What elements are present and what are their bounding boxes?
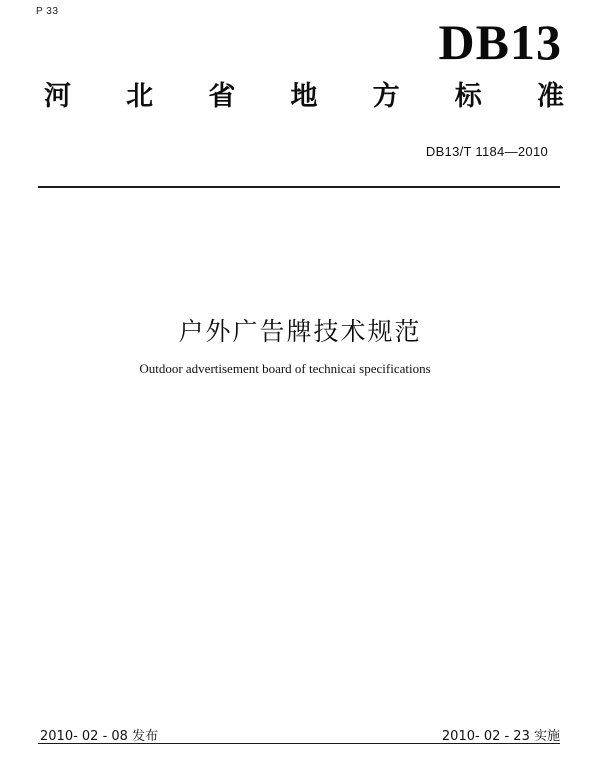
header-divider [38, 186, 560, 188]
footer-divider [38, 743, 560, 744]
standard-code-logo: DB13 [438, 14, 562, 70]
authority-char: 标 [454, 81, 482, 112]
issuing-authority [44, 80, 564, 114]
authority-char: 方 [372, 81, 400, 112]
authority-char: 河 [44, 81, 71, 112]
authority-char: 省 [208, 81, 236, 112]
standard-number: DB13/T 1184—2010 [425, 144, 548, 159]
classification-code: P 33 [36, 6, 59, 17]
issue-date: 2010- 02 - 08 发布 [40, 729, 159, 744]
document-title-chinese: 户外广告牌技术规范 [178, 317, 422, 346]
authority-char: 地 [290, 81, 318, 112]
implementation-date: 2010- 02 - 23 实施 [441, 729, 560, 744]
document-title-english: Outdoor advertisement board of technicai specifications [139, 361, 431, 376]
authority-char: 准 [536, 81, 564, 112]
authority-char: 北 [126, 81, 154, 112]
